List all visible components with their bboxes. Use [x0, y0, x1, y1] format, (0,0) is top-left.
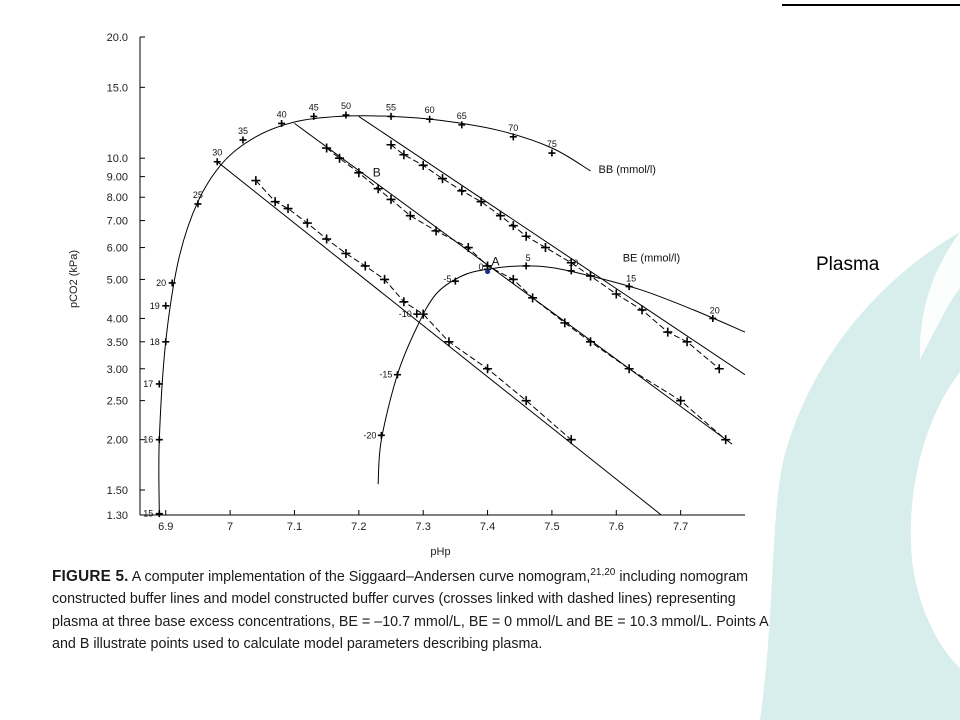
model-point	[399, 150, 408, 159]
model-point	[284, 204, 293, 213]
y-tick-label: 4.00	[106, 313, 128, 326]
bb-curve-tick	[156, 436, 163, 443]
bb-tick-label: 16	[143, 434, 154, 445]
x-tick-label: 7.5	[544, 521, 560, 533]
x-tick-label: 6.9	[158, 521, 174, 533]
x-tick-label: 7.6	[608, 521, 624, 533]
chart-buffer-lines	[217, 116, 745, 515]
chart-model-curves	[251, 140, 730, 444]
bb-tick-label: 19	[149, 300, 160, 311]
bb-tick-label: 70	[508, 122, 519, 133]
be-curve-tick	[394, 371, 401, 378]
y-tick-label: 10.0	[106, 153, 128, 166]
model-point	[399, 297, 408, 306]
figure-caption	[52, 566, 782, 656]
bb-tick-label: 40	[276, 109, 287, 120]
slide-title: Plasma	[816, 254, 880, 275]
bb-tick-label: 50	[340, 101, 351, 112]
model-point	[322, 235, 331, 244]
caption-references: 21,20	[590, 567, 616, 579]
be-curve-tick	[378, 432, 385, 439]
model-point	[496, 211, 505, 220]
figure-label: FIGURE 5.	[52, 568, 129, 585]
y-tick-label: 20.0	[106, 32, 128, 44]
bb-tick-label: 35	[237, 125, 248, 136]
model-point	[541, 243, 550, 252]
model-point	[477, 197, 486, 206]
bb-curve-tick	[548, 150, 555, 157]
be-curve-tick	[568, 267, 575, 274]
model-point	[341, 249, 350, 258]
caption-text-1: A computer implementation of the Siggaard–Andersen curve nomogram,	[128, 569, 591, 585]
model-point	[586, 271, 595, 280]
bb-tick-label: 25	[192, 189, 203, 200]
model-point	[528, 293, 537, 302]
point-a-marker	[485, 269, 490, 274]
buffer-line	[217, 162, 661, 515]
bb-curve-tick	[388, 113, 395, 120]
x-tick-label: 7.4	[479, 521, 496, 533]
bb-curve-tick	[156, 510, 163, 517]
point-b-label: B	[372, 165, 381, 180]
y-tick-label: 6.00	[106, 242, 128, 255]
bb-curve-label: BB (mmol/l)	[598, 163, 656, 176]
bb-tick-label: 20	[156, 277, 167, 288]
y-tick-label: 3.00	[106, 363, 128, 376]
be-curve-label: BE (mmol/l)	[622, 252, 681, 265]
be-tick-label: 10	[568, 257, 579, 268]
y-tick-label: 1.50	[106, 484, 128, 497]
x-tick-label: 7	[227, 521, 234, 533]
model-point	[663, 328, 672, 337]
y-tick-label: 7.00	[106, 215, 128, 228]
point-a-label: A	[491, 254, 500, 269]
x-tick-label: 7.7	[672, 521, 689, 533]
model-point	[432, 226, 441, 235]
bb-tick-label: 15	[143, 508, 154, 519]
x-tick-label: 7.1	[286, 521, 303, 533]
bb-curve-tick	[342, 112, 349, 119]
caption-text-2: including nomogram constructed buffer lines and model constructed buffer curves (crosses linked with dashed lines) representing plasma at three base excess concentrations, BE = –10.7 mmol/L, BE = 0 mmol/L and BE = 10.3 mmol/L. Points A and B illustrate points used to calculate model parameters describing plasma.	[52, 569, 768, 653]
model-point	[522, 232, 531, 241]
be-tick-label: 15	[626, 273, 637, 284]
x-axis-label: pHp	[430, 546, 451, 558]
bb-curve-tick	[426, 116, 433, 123]
bb-tick-label: 60	[424, 105, 435, 116]
bb-tick-label: 55	[386, 102, 397, 113]
chart-axes	[68, 32, 745, 558]
bb-curve-tick	[278, 120, 285, 127]
model-point	[438, 174, 447, 183]
bb-curve-tick	[162, 338, 169, 345]
model-point	[464, 243, 473, 252]
be-tick-label: 20	[709, 305, 720, 316]
be-tick-label: -5	[443, 274, 452, 285]
be-tick-label: 0	[478, 262, 484, 273]
be-curve-tick	[626, 283, 633, 290]
model-point	[483, 364, 492, 373]
be-tick-label: 5	[525, 252, 531, 263]
model-point	[638, 305, 647, 314]
bb-tick-label: 30	[212, 147, 223, 158]
model-point	[715, 364, 724, 373]
bb-curve-tick	[458, 121, 465, 128]
y-tick-label: 15.0	[106, 82, 128, 95]
model-point	[419, 161, 428, 170]
be-curve-tick	[523, 262, 530, 269]
y-tick-label: 1.30	[106, 510, 128, 522]
y-tick-label: 3.50	[106, 336, 128, 349]
be-curve-tick	[709, 315, 716, 322]
model-point	[361, 261, 370, 270]
y-tick-label: 2.50	[106, 395, 128, 408]
bb-tick-label: 75	[546, 139, 557, 150]
be-curve	[378, 266, 745, 484]
y-tick-label: 5.00	[106, 274, 128, 287]
bb-tick-label: 45	[308, 102, 319, 113]
bb-tick-label: 17	[143, 378, 154, 389]
be-tick-label: -10	[398, 309, 412, 320]
bb-tick-label: 65	[456, 110, 467, 121]
model-point	[625, 364, 634, 373]
bb-tick-label: 18	[149, 336, 160, 347]
model-point	[509, 221, 518, 230]
y-tick-label: 8.00	[106, 192, 128, 205]
y-tick-label: 2.00	[106, 434, 128, 447]
model-point	[335, 154, 344, 163]
y-tick-label: 9.00	[106, 171, 128, 184]
be-curve-tick	[452, 278, 459, 285]
x-tick-label: 7.3	[415, 521, 431, 533]
be-tick-label: -20	[363, 430, 377, 441]
y-axis-label: pCO2 (kPa)	[68, 249, 80, 309]
model-point	[374, 184, 383, 193]
x-tick-label: 7.2	[351, 521, 367, 533]
model-point	[387, 140, 396, 149]
bb-curve-tick	[510, 133, 517, 140]
bb-curve-tick	[162, 302, 169, 309]
bb-curve-tick	[239, 136, 246, 143]
be-tick-label: -15	[379, 369, 393, 380]
model-point	[303, 219, 312, 228]
